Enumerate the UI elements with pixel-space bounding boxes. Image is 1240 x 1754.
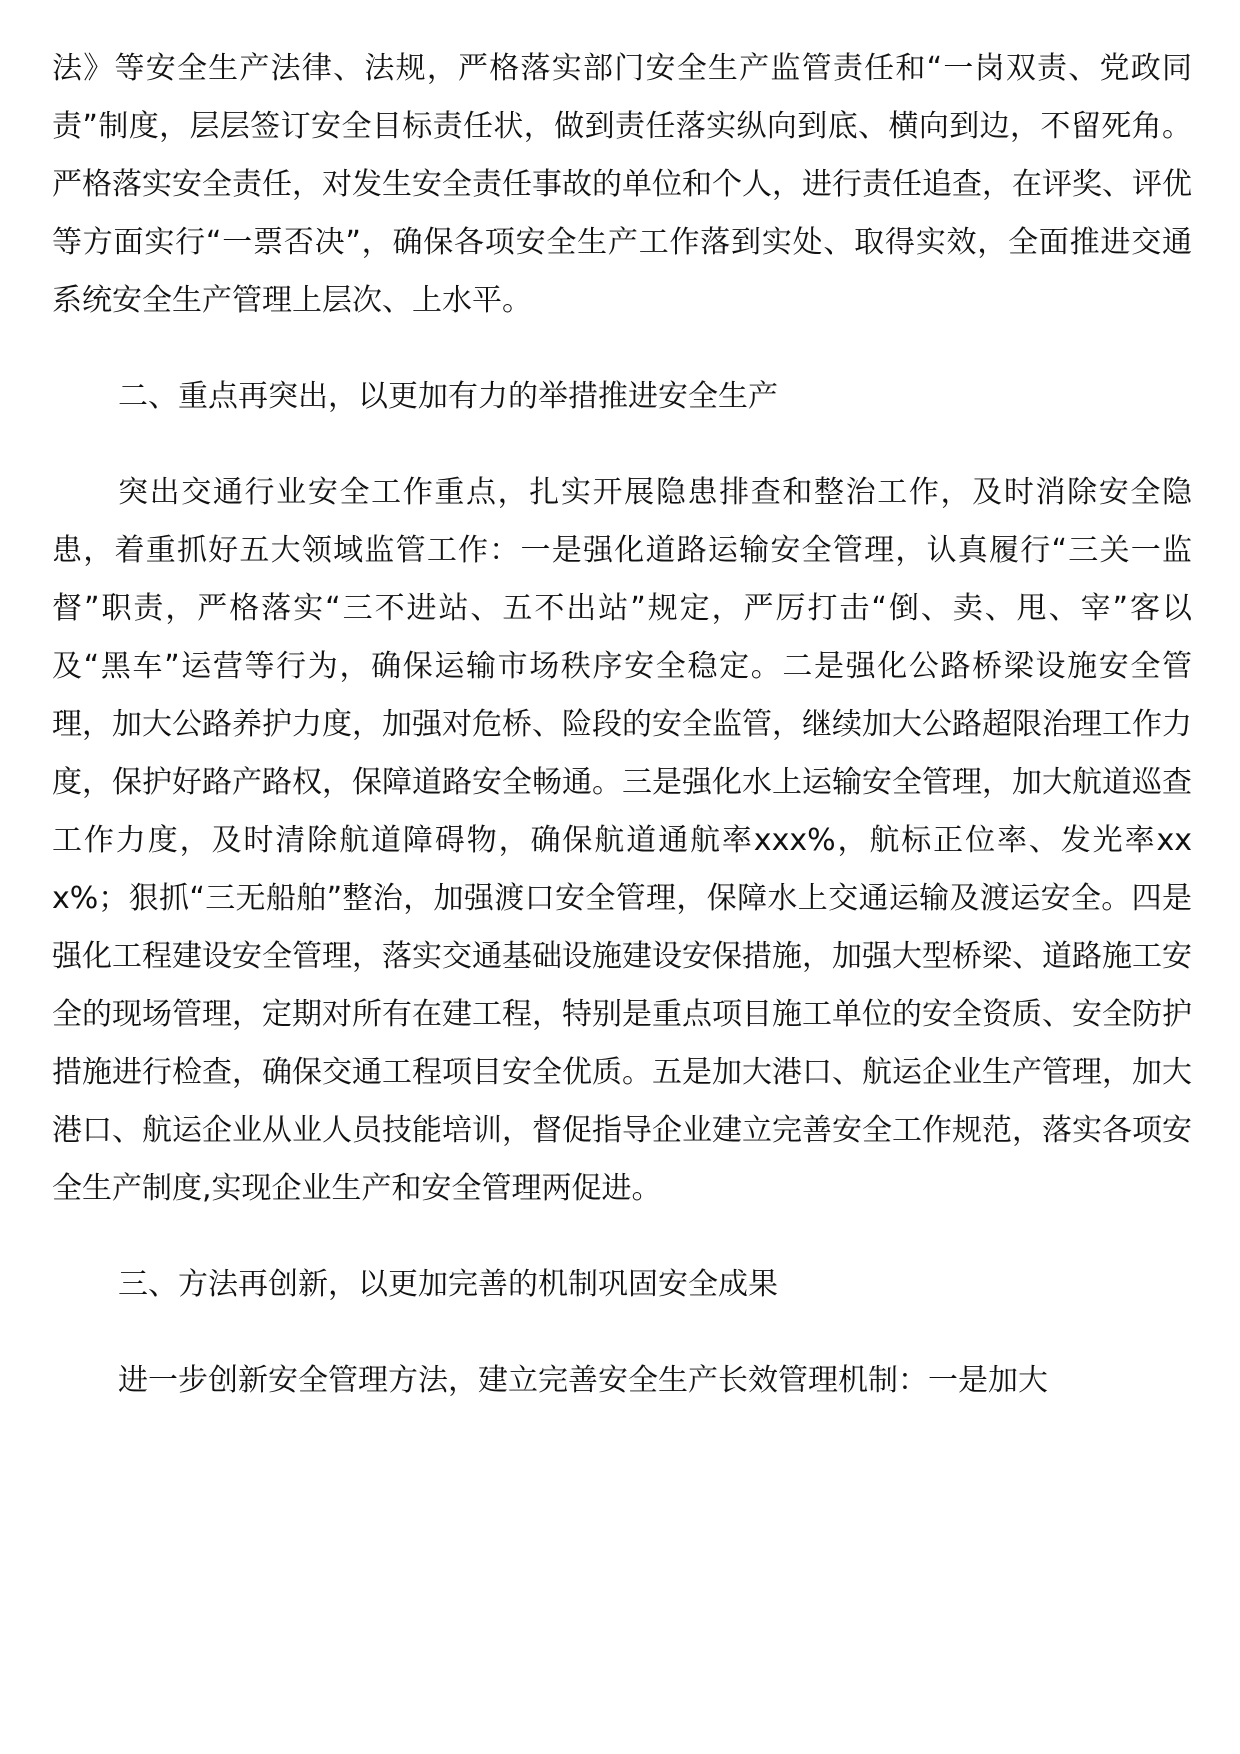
paragraph-spacer [52,1218,1192,1256]
body-paragraph-continued: 法》等安全生产法律、法规，严格落实部门安全生产监管责任和“一岗双责、党政同责”制度，层层签订安全目标责任状，做到责任落实纵向到底、横向到边，不留死角。严格落实安全责任，对发生安全责任事故的单位和个人，进行责任追查，在评奖、评优等方面实行“一票否决”，确保各项安全生产工作落到实处、取得实效，全面推进交通系统安全生产管理上层次、上水平。 [52,51,1192,318]
document-page [52,40,1192,1410]
paragraph-spacer [52,426,1192,464]
section-heading-3: 三、方法再创新，以更加完善的机制巩固安全成果 [118,1267,778,1302]
paragraph-spacer [52,330,1192,368]
body-paragraph-section-3: 进一步创新安全管理方法，建立完善安全生产长效管理机制：一是加大 [118,1363,1048,1398]
section-heading-2: 二、重点再突出，以更加有力的举措推进安全生产 [118,379,778,414]
paragraph-spacer [52,1314,1192,1352]
body-paragraph-section-2: 突出交通行业安全工作重点，扎实开展隐患排查和整治工作，及时消除安全隐患，着重抓好五大领域监管工作：一是强化道路运输安全管理，认真履行“三关一监督”职责，严格落实“三不进站、五不出站”规定，严厉打击“倒、卖、甩、宰”客以及“黑车”运营等行为，确保运输市场秩序安全稳定。二是强化公路桥梁设施安全管理，加大公路养护力度，加强对危桥、险段的安全监管，继续加大公路超限治理工作力度，保护好路产路权，保障道路安全畅通。三是强化水上运输安全管理，加大航道巡查工作力度，及时清除航道障碍物，确保航道通航率xxx%，航标正位率、发光率xxx%；狠抓“三无船舶”整治，加强渡口安全管理，保障水上交通运输及渡运安全。四是强化工程建设安全管理，落实交通基础设施建设安保措施，加强大型桥梁、道路施工安全的现场管理，定期对所有在建工程，特别是重点项目施工单位的安全资质、安全防护措施进行检查，确保交通工程项目安全优质。五是加大港口、航运企业生产管理，加大港口、航运企业从业人员技能培训，督促指导企业建立完善安全工作规范，落实各项安全生产制度,实现企业生产和安全管理两促进。 [52,475,1192,1206]
